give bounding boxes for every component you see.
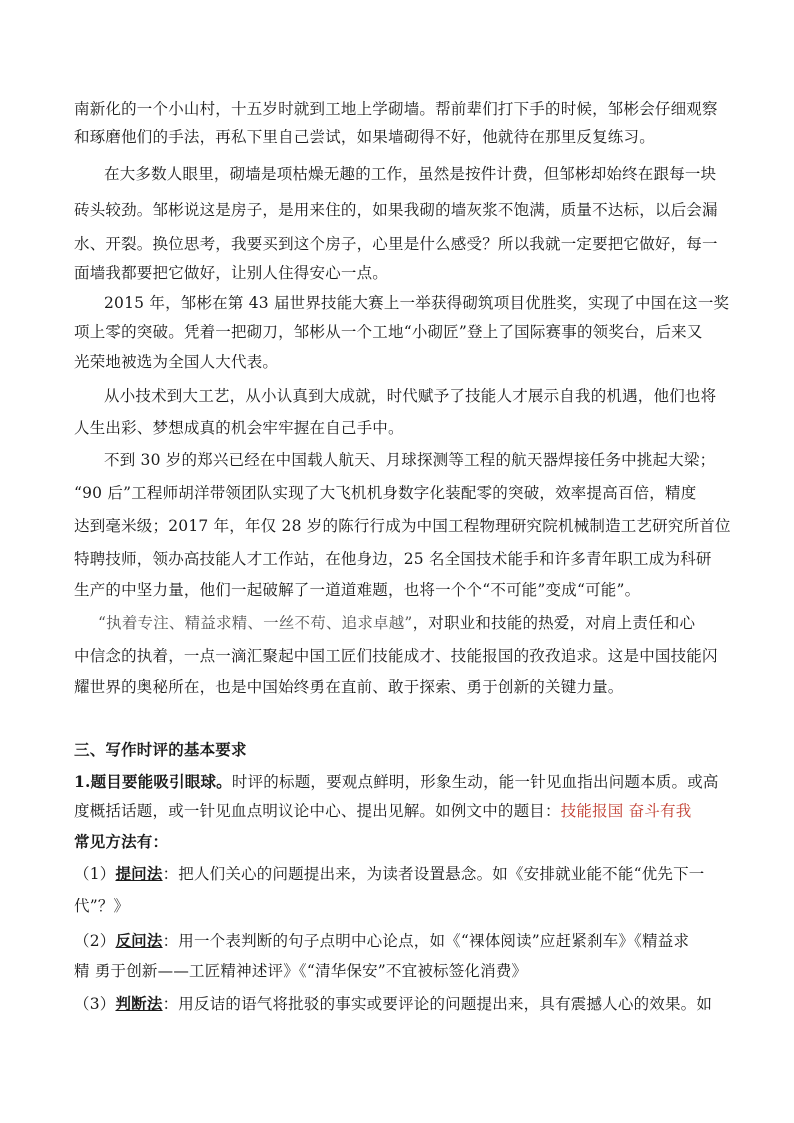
method-2-line2: 精 勇于创新——工匠精神述评》《“清华保安”不宜被标签化消费》	[74, 962, 528, 980]
paragraph-line: 2015 年，邹彬在第 43 届世界技能大赛上一举获得砌筑项目优胜奖，实现了中国在这一奖	[104, 294, 730, 312]
paragraph-line: 耀世界的奥秘所在，也是中国始终勇在直前、敢于探索、勇于创新的关键力量。	[74, 678, 624, 696]
method-name: 反问法	[115, 931, 163, 950]
method-text: ：用一个表判断的句子点明中心论点，如《“裸体阅读”应赶紧刹车》《精益求	[162, 932, 690, 950]
method-number: （1）	[74, 865, 116, 883]
paragraph-line: 项上零的突破。凭着一把砌刀，邹彬从一个工地“小砌匠”登上了国际赛事的领奖台，后来又	[74, 323, 703, 341]
spirit-quote: “执着专注、精益求精、一丝不苟、追求卓越”	[98, 614, 413, 632]
paragraph-line: 人生出彩、梦想成真的机会牢牢握在自己手中。	[74, 419, 404, 437]
paragraph-line: 从小技术到大工艺，从小认真到大成就，时代赋予了技能人才展示自我的机遇，他们也将	[104, 387, 717, 405]
paragraph-line: 中信念的执着，一点一滴汇聚起中国工匠们技能成才、技能报国的孜孜追求。这是中国技能闪	[74, 647, 718, 665]
paragraph-line	[98, 613, 718, 633]
method-name: 提问法	[115, 864, 163, 883]
example-title: 技能报国 奋斗有我	[560, 802, 692, 820]
method-text: ：把人们关心的问题提出来，为读者设置悬念。如《安排就业能不能“优先下一	[162, 865, 705, 883]
paragraph-line: 在大多数人眼里，砌墙是项枯燥无趣的工作，虽然是按件计费，但邹彬却始终在跟每一块	[104, 165, 717, 183]
paragraph-line: 光荣地被选为全国人大代表。	[74, 353, 279, 371]
section-heading: 三、写作时评的基本要求	[74, 740, 247, 759]
paragraph-line: 面墙我都要把它做好，让别人住得安心一点。	[74, 264, 389, 282]
paragraph-line: 达到毫米级；2017 年，年仅 28 岁的陈行行成为中国工程物理研究院机械制造工艺研究所首位	[74, 517, 731, 535]
method-3	[74, 994, 724, 1014]
method-2	[74, 931, 724, 951]
paragraph-text: ，对职业和技能的热爱，对肩上责任和心	[412, 614, 696, 632]
method-text: ：用反诘的语气将批驳的事实或要评论的问题提出来，具有震撼人心的效果。如	[162, 995, 713, 1013]
methods-heading: 常见方法有：	[74, 832, 169, 851]
requirement-1-line2	[74, 801, 724, 821]
requirement-text: 度概括话题，或一针见血点明议论中心、提出见解。如例文中的题目：	[74, 802, 561, 820]
paragraph-line: 和琢磨他们的手法，再私下里自己尝试，如果墙砌得不好，他就待在那里反复练习。	[74, 128, 655, 146]
requirement-text: 时评的标题，要观点鲜明，形象生动，能一针见血指出问题本质。或高	[231, 773, 719, 791]
paragraph-line: 不到 30 岁的郑兴已经在中国载人航天、月球探测等工程的航天器焊接任务中挑起大梁；	[104, 451, 716, 469]
paragraph-line: 南新化的一个小山村，十五岁时就到工地上学砌墙。帮前辈们打下手的时候，邹彬会仔细观察	[74, 100, 718, 118]
method-number: （2）	[74, 932, 116, 950]
paragraph-line: “90 后”工程师胡洋带领团队实现了大飞机机身数字化装配零的突破，效率提高百倍，精度	[74, 484, 697, 502]
paragraph-line: 特聘技师，领办高技能人才工作站，在他身边，25 名全国技术能手和许多青年职工成为科研	[74, 550, 712, 568]
requirement-1	[74, 772, 724, 792]
method-1-line2: 代”？》	[74, 897, 130, 915]
paragraph-line: 砖头较劲。邹彬说这是房子，是用来住的，如果我砌的墙灰浆不饱满，质量不达标，以后会漏	[74, 201, 718, 219]
paragraph-line: 生产的中坚力量，他们一起破解了一道道难题，也将一个个“不可能”变成“可能”。	[74, 581, 641, 599]
method-name: 判断法	[115, 994, 163, 1013]
paragraph-line: 水、开裂。换位思考，我要买到这个房子，心里是什么感受？所以我就一定要把它做好，每一	[74, 235, 718, 253]
method-number: （3）	[74, 995, 116, 1013]
requirement-title: 1.题目要能吸引眼球。	[74, 772, 232, 791]
method-1	[74, 864, 724, 884]
